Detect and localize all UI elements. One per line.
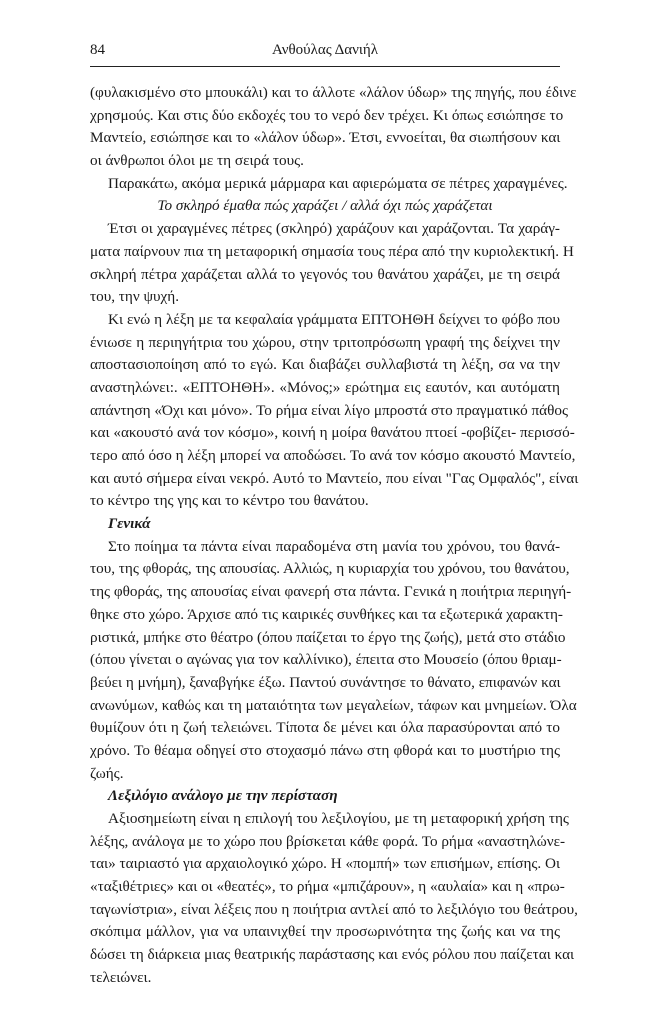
text-line: (φυλακισμένο στο μπουκάλι) και το άλλοτε «λάλον ύδωρ» της πηγής, που έδινε [90, 84, 577, 101]
paragraph-4 [90, 309, 579, 513]
text-line: Έτσι οι χαραγμένες πέτρες (σκληρό) χαράζουν και χαράζονται. Τα χαράγ- [108, 220, 560, 238]
page-body [90, 82, 579, 990]
text-line: του, της φθοράς, της απουσίας. Αλλιώς, η κυριαρχία του χρόνου, του θανάτου, [90, 560, 570, 578]
text-line: Στο ποίημα τα πάντα είναι παραδομένα στη μανία του χρόνου, του θανά- [108, 537, 560, 555]
paragraph-1 [90, 82, 577, 173]
text-line: χρησμούς. Και στις δύο εκδοχές του το νερό δεν τρέχει. Κι όπως εσιώπησε το [90, 106, 564, 124]
section-heading-vocabulary: Λεξιλόγιο ανάλογο με την περίσταση [108, 787, 338, 805]
text-line: Μαντείο, εσιώπησε και το «λάλον ύδωρ». Έτσι, εννοείται, θα σιωπήσουν και [90, 129, 561, 147]
text-line: ζωής. [90, 764, 124, 782]
text-line: ταγωνίστρια», είναι λέξεις που η ποιήτρια αντλεί από το λεξιλόγιο του θεάτρου, [90, 900, 578, 918]
text-line: τελειώνει. [90, 968, 152, 986]
page-number: 84 [90, 42, 105, 58]
text-line: ται» ταιριαστό για αρχαιολογικό χώρο. Η «πομπή» των επισήμων, επίσης. Οι [90, 855, 561, 873]
text-line: τερο από όσο η λέξη μπορεί να αποδώσει. Το ανά τον κόσμο ακουστό Μαντείο, [90, 447, 576, 464]
text-line: λέξης, ανάλογα με το χώρο που βρίσκεται κάθε φορά. Το ρήμα «αναστηλώνε- [90, 832, 566, 850]
text-line: απάντηση «Όχι και μόνο». Το ρήμα είναι λίγο μπροστά στο πραγματικό πάθος [90, 401, 568, 419]
text-line: ματα παίρνουν πια τη μεταφορική σημασία τους πέρα από την κυριολεκτική. Η [90, 242, 574, 260]
text-line: και αυτό σήμερα είναι νεκρό. Αυτό το Μαντείο, που είναι "Γας Ομφαλός", είναι [90, 469, 579, 487]
running-title: Ανθούλας Δανιήλ [271, 42, 379, 58]
paragraph-3 [90, 218, 574, 309]
text-line: σκληρή πέτρα χαράζεται αλλά το γεγονός του θανάτου χαράζει, με τη σειρά [90, 265, 560, 283]
page-header [90, 40, 560, 67]
text-line: του, την ψυχή. [90, 288, 180, 306]
text-line: αποστασιοποίηση από το εγώ. Και διαβάζει συλλαβιστά τη λέξη, σα να την [90, 356, 560, 374]
text-line: Αξιοσημείωτη είναι η επιλογή του λεξιλογίου, με τη μεταφορική χρήση της [108, 810, 569, 827]
poem-quote: Το σκληρό έμαθα πώς χαράζει / αλλά όχι πώς χαράζεται [157, 197, 493, 215]
text-line: το κέντρο της γης και το κέντρο του θανάτου. [90, 492, 369, 510]
text-line: ριστικά, μπήκε στο θέατρο (όπου παίζεται το έργο της ζωής), μετά στο στάδιο [90, 628, 566, 646]
text-line: Κι ενώ η λέξη με τα κεφαλαία γράμματα ΕΠΤΟΗΘΗ δείχνει το φόβο που [108, 310, 560, 328]
text-line: της φθοράς, της απουσίας είναι φανερή στα πάντα. Γενικά η ποιήτρια περιηγή- [90, 583, 572, 601]
text-line: οι άνθρωποι όλοι με τη σειρά τους. [90, 152, 304, 170]
text-line: ένιωσε η περιηγήτρια του χώρου, στην τριτοπρόσωπη γραφή της δείχνει την [90, 333, 560, 351]
text-line: δώσει τη διάρκεια μιας θεατρικής παράστασης και ενός ρόλου που παίζεται και [90, 946, 575, 964]
text-line: χρόνο. Το θέαμα οδηγεί στο στοχασμό πάνω στη φθορά και το μυστήριο της [90, 741, 560, 759]
text-line: και «ακουστό ανά τον κόσμο», κοινή η μοίρα θανάτου πτοεί -φοβίζει- περισσό- [90, 424, 575, 442]
paragraph-5 [90, 536, 577, 786]
text-line: θηκε στο χώρο. Άρχισε από τις καιρικές συνθήκες και τα εξωτερικά χαρακτη- [90, 605, 563, 623]
paragraph-6 [90, 808, 578, 990]
text-line: Παρακάτω, ακόμα μερικά μάρμαρα και αφιερώματα σε πέτρες χαραγμένες. [108, 174, 568, 192]
text-line: ανωνύμων, καθώς και τη ματαιότητα των μεγαλείων, τάφων και μνημείων. Όλα [90, 696, 577, 714]
section-heading-general: Γενικά [108, 515, 151, 533]
text-line: «ταξιθέτριες» και οι «θεατές», το ρήμα «μπιζάρουν», η «αυλαία» και η «πρω- [90, 878, 565, 896]
text-line: αναστηλώνει:. «ΕΠΤΟΗΘΗ». «Μόνος;» ερώτημα εις εαυτόν, και αυτόματη [90, 378, 560, 396]
text-line: σκόπιμα μάλλον, για να υπαινιχθεί την προσωρινότητα της ζωής και να της [90, 923, 560, 941]
text-line: θυμίζουν ότι η ζωή τελειώνει. Τίποτα δε μένει και όλα παρασύρονται από το [90, 719, 560, 737]
text-line: βεύει η μνήμη), ξαναβγήκε έξω. Παντού συνάντησε το θάνατο, επιφανών και [90, 673, 561, 691]
text-line: (όπου γίνεται ο αγώνας για τον καλλίνικο), έπειτα στο Μουσείο (όπου θριαμ- [90, 651, 562, 669]
paragraph-2 [90, 173, 568, 196]
